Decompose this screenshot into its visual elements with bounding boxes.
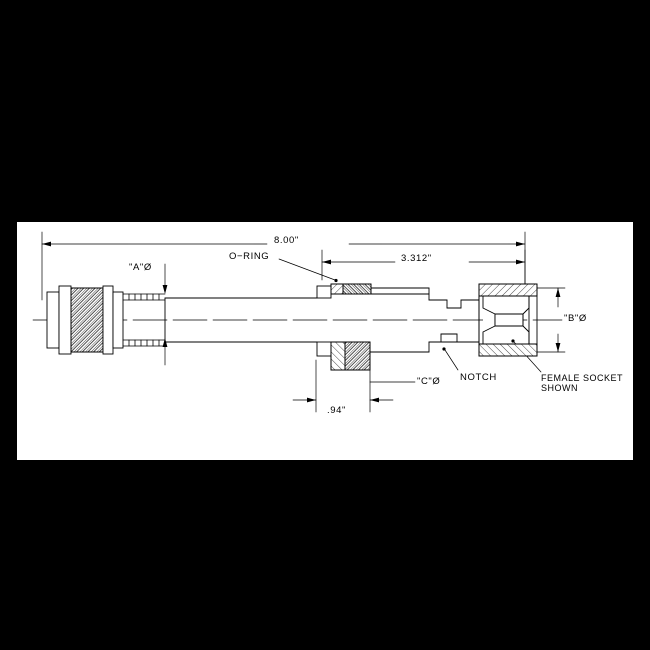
label-notch: NOTCH xyxy=(460,372,497,383)
label-female-socket-line2: SHOWN xyxy=(541,383,578,393)
label-3312: 3.312" xyxy=(401,253,432,264)
lower-shoulder-notch xyxy=(370,334,479,352)
mid-knurl-band xyxy=(317,342,370,370)
drawing-sheet xyxy=(17,222,633,460)
female-socket-head xyxy=(479,284,537,356)
o-ring-gland xyxy=(317,284,371,298)
leader-notch xyxy=(442,347,458,370)
outline-geometry xyxy=(33,232,565,412)
label-dia-c: "C"Ø xyxy=(417,376,441,387)
label-dia-b: "B"Ø xyxy=(564,313,587,324)
label-overall-length: 8.00" xyxy=(274,235,299,246)
upper-shoulder xyxy=(371,288,479,308)
label-female-socket-line1: FEMALE SOCKET xyxy=(541,373,624,383)
technical-drawing xyxy=(17,222,633,460)
label-dia-a: "A"Ø xyxy=(129,262,152,273)
label-o-ring: O−RING xyxy=(229,251,270,262)
left-collar xyxy=(47,286,123,354)
label-094: .94" xyxy=(327,405,346,416)
